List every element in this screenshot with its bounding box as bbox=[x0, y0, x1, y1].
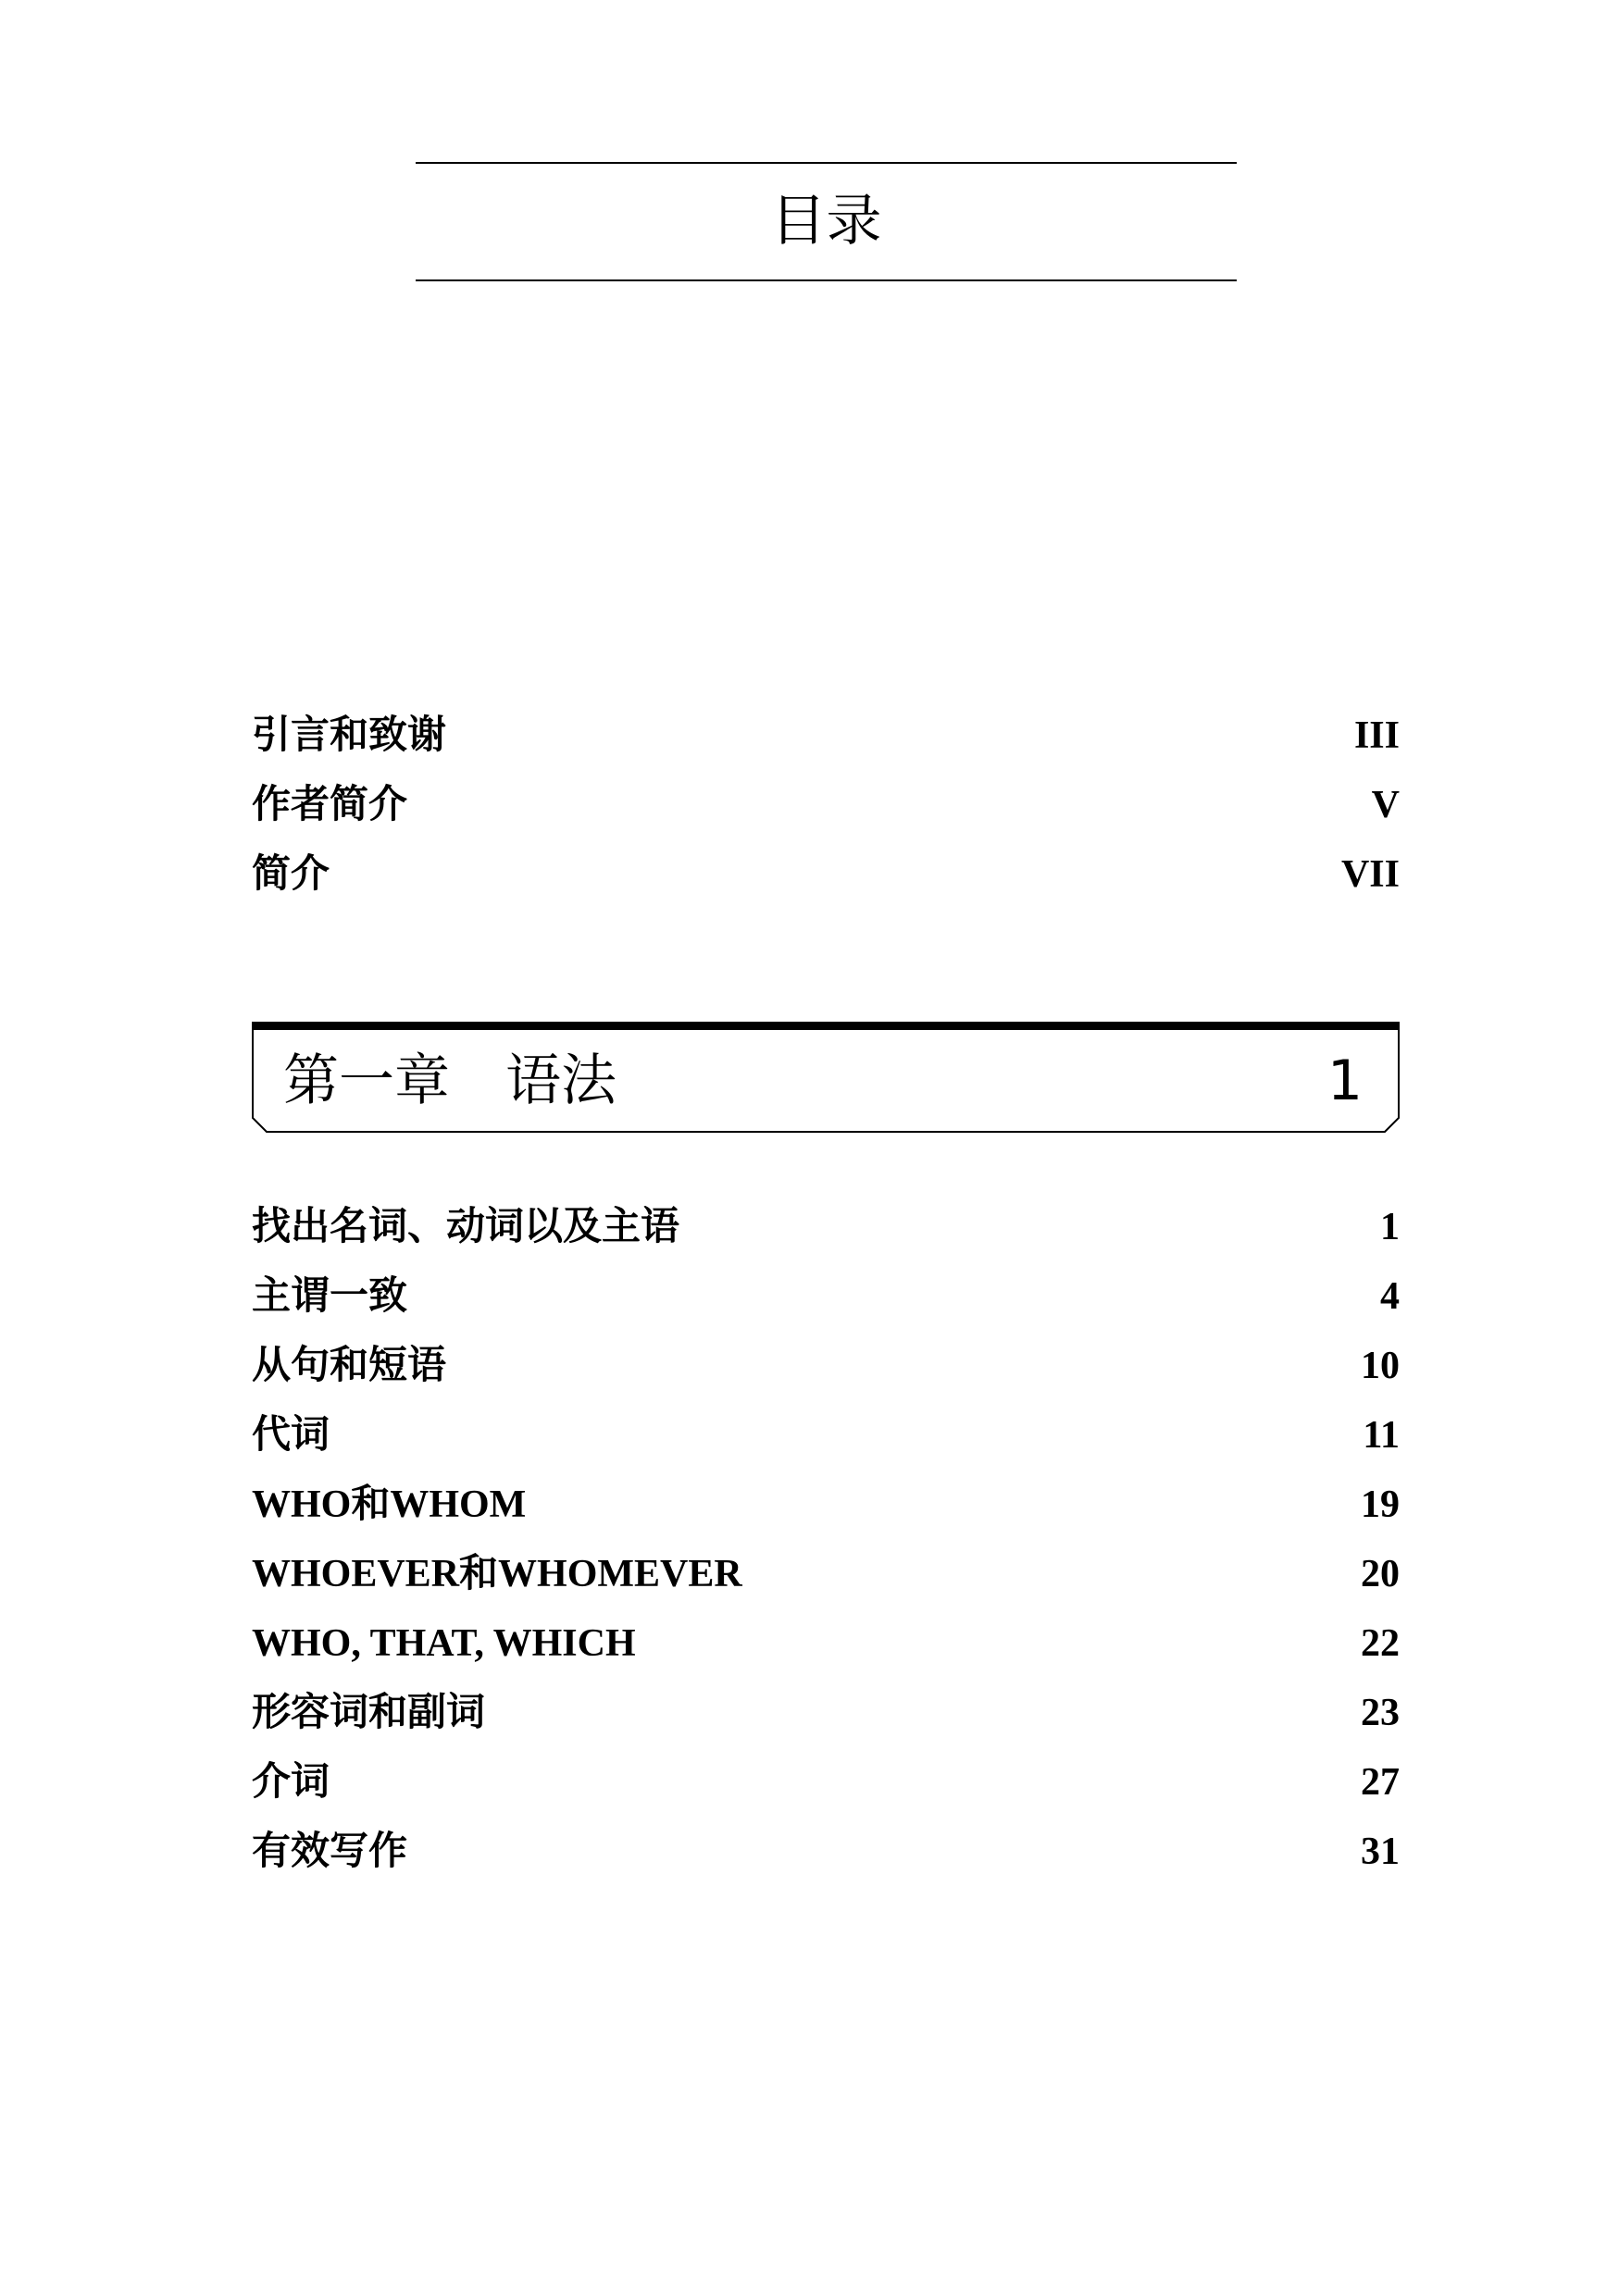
toc-entry-page: 1 bbox=[1380, 1206, 1400, 1248]
toc-entry[interactable] bbox=[252, 710, 1400, 762]
toc-entry-label: 代词 bbox=[252, 1414, 330, 1457]
toc-entry[interactable] bbox=[252, 1201, 1400, 1253]
toc-entry-label: 有效写作 bbox=[252, 1831, 408, 1873]
toc-entry[interactable] bbox=[252, 1826, 1400, 1878]
toc-entry-page: 27 bbox=[1361, 1761, 1400, 1804]
toc-entry-label: 形容词和副词 bbox=[252, 1692, 486, 1734]
toc-entry[interactable] bbox=[252, 1340, 1400, 1392]
toc-entry[interactable] bbox=[252, 779, 1400, 831]
toc-entry[interactable] bbox=[252, 1409, 1400, 1461]
toc-entry[interactable] bbox=[252, 1271, 1400, 1322]
toc-entry-page: 20 bbox=[1361, 1553, 1400, 1595]
toc-entry[interactable] bbox=[252, 1756, 1400, 1808]
toc-entry-label: WHO, THAT, WHICH bbox=[252, 1622, 636, 1665]
toc-entry-label: WHOEVER和WHOMEVER bbox=[252, 1553, 742, 1595]
toc-entry-page: 23 bbox=[1361, 1692, 1400, 1734]
toc-entry-label: 从句和短语 bbox=[252, 1345, 447, 1387]
toc-entry-label: WHO和WHOM bbox=[252, 1483, 527, 1526]
page-title: 目录 bbox=[770, 189, 882, 254]
title-top-rule bbox=[416, 162, 1237, 164]
title-bottom-rule bbox=[416, 279, 1237, 281]
toc-entry-page: III bbox=[1353, 714, 1400, 757]
toc-entry-page: VII bbox=[1340, 853, 1400, 896]
toc-entry-label: 引言和致谢 bbox=[252, 714, 447, 757]
chapter-heading[interactable] bbox=[252, 1022, 1400, 1133]
toc-entry-page: 4 bbox=[1380, 1275, 1400, 1318]
toc-entry[interactable] bbox=[252, 849, 1400, 900]
toc-entry-label: 简介 bbox=[252, 853, 330, 896]
toc-entry-label: 作者简介 bbox=[252, 784, 408, 826]
toc-entry[interactable] bbox=[252, 1548, 1400, 1600]
toc-entry-label: 介词 bbox=[252, 1761, 330, 1804]
toc-entry-label: 找出名词、动词以及主语 bbox=[252, 1206, 680, 1248]
toc-entry-page: 10 bbox=[1361, 1345, 1400, 1387]
toc-title-block bbox=[416, 162, 1237, 280]
toc-entry[interactable] bbox=[252, 1687, 1400, 1739]
toc-entry-page: V bbox=[1371, 784, 1400, 826]
toc-entry-page: 11 bbox=[1363, 1414, 1400, 1457]
toc-entry-page: 19 bbox=[1361, 1483, 1400, 1526]
chapter-title: 第一章 语法 bbox=[283, 1049, 616, 1113]
toc-entry-page: 31 bbox=[1361, 1831, 1400, 1873]
toc-entry[interactable] bbox=[252, 1618, 1400, 1669]
toc-entry-label: 主谓一致 bbox=[252, 1275, 408, 1318]
chapter-page-number: 1 bbox=[1326, 1049, 1363, 1113]
toc-entry[interactable] bbox=[252, 1479, 1400, 1531]
toc-entry-page: 22 bbox=[1361, 1622, 1400, 1665]
